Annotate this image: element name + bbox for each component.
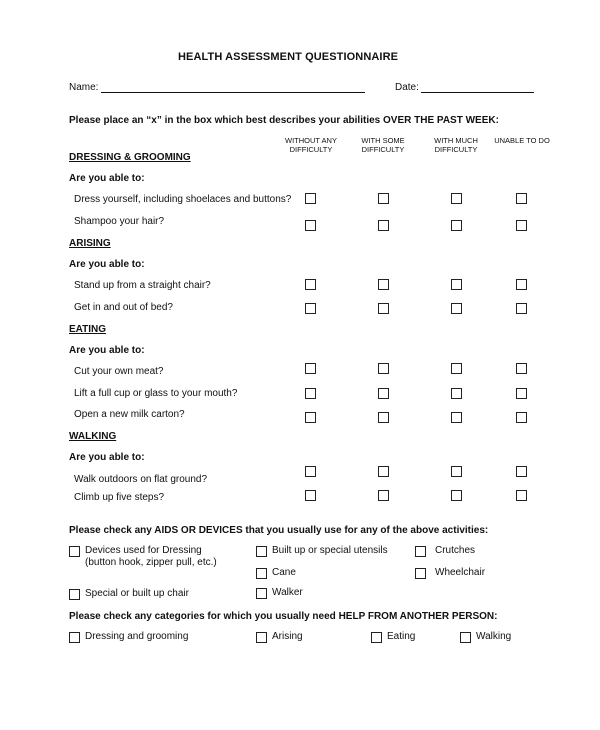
checkbox-without-difficulty[interactable] — [305, 466, 316, 477]
checkbox-without-difficulty[interactable] — [305, 220, 316, 231]
aid-special-chair-checkbox[interactable] — [69, 589, 80, 600]
instructions-text: Please place an “x” in the box which best describes your abilities — [69, 115, 381, 126]
date-label: Date: — [395, 82, 419, 93]
checkbox-some-difficulty[interactable] — [378, 363, 389, 374]
help-prompt-emphasis: HELP FROM ANOTHER PERSON: — [338, 611, 498, 622]
checkbox-much-difficulty[interactable] — [451, 466, 462, 477]
question-climb-steps: Climb up five steps? — [74, 492, 165, 503]
question-walk-outdoors: Walk outdoors on flat ground? — [74, 474, 208, 485]
aid-utensils-label: Built up or special utensils — [272, 545, 388, 556]
checkbox-some-difficulty[interactable] — [378, 466, 389, 477]
name-field[interactable] — [101, 92, 365, 93]
aid-wheelchair-checkbox[interactable] — [415, 568, 426, 579]
checkbox-without-difficulty[interactable] — [305, 388, 316, 399]
checkbox-some-difficulty[interactable] — [378, 220, 389, 231]
page-title: HEALTH ASSESSMENT QUESTIONNAIRE — [178, 51, 399, 63]
checkbox-much-difficulty[interactable] — [451, 412, 462, 423]
checkbox-without-difficulty[interactable] — [305, 363, 316, 374]
aids-prompt — [69, 525, 488, 536]
checkbox-unable[interactable] — [516, 220, 527, 231]
help-arising-checkbox[interactable] — [256, 632, 267, 643]
section-prompt: Are you able to: — [69, 452, 145, 463]
help-eating-checkbox[interactable] — [371, 632, 382, 643]
section-heading-eating: EATING — [69, 324, 107, 335]
section-heading-dressing: DRESSING & GROOMING — [69, 152, 191, 163]
aid-dressing-devices-checkbox[interactable] — [69, 546, 80, 557]
checkbox-much-difficulty[interactable] — [451, 193, 462, 204]
help-dressing-checkbox[interactable] — [69, 632, 80, 643]
checkbox-unable[interactable] — [516, 490, 527, 501]
column-header-no-difficulty: WITHOUT ANY DIFFICULTY — [285, 136, 337, 154]
aid-utensils-checkbox[interactable] — [256, 546, 267, 557]
question-dress: Dress yourself, including shoelaces and buttons? — [74, 194, 292, 205]
column-header-much-difficulty: WITH MUCH DIFFICULTY — [434, 136, 478, 154]
checkbox-some-difficulty[interactable] — [378, 279, 389, 290]
aid-crutches-checkbox[interactable] — [415, 546, 426, 557]
aid-wheelchair-label: Wheelchair — [435, 567, 486, 578]
aid-crutches-label: Crutches — [435, 545, 476, 556]
aid-walker-label: Walker — [272, 587, 303, 598]
section-prompt: Are you able to: — [69, 173, 145, 184]
checkbox-without-difficulty[interactable] — [305, 279, 316, 290]
help-prompt-prefix: Please check any categories for which you usually need — [69, 611, 336, 622]
checkbox-unable[interactable] — [516, 303, 527, 314]
aid-walker-checkbox[interactable] — [256, 588, 267, 599]
section-heading-walking: WALKING — [69, 431, 117, 442]
help-dressing-label: Dressing and grooming — [85, 631, 189, 642]
checkbox-much-difficulty[interactable] — [451, 490, 462, 501]
section-heading-arising: ARISING — [69, 238, 111, 249]
checkbox-unable[interactable] — [516, 193, 527, 204]
aids-prompt-prefix: Please check any — [69, 525, 152, 536]
aid-dressing-devices-detail: (button hook, zipper pull, etc.) — [85, 557, 217, 568]
aid-cane-label: Cane — [272, 567, 296, 578]
checkbox-much-difficulty[interactable] — [451, 363, 462, 374]
aid-dressing-devices-label: Devices used for Dressing — [85, 545, 202, 556]
aid-special-chair-label: Special or built up chair — [85, 588, 189, 599]
question-lift-cup: Lift a full cup or glass to your mouth? — [74, 388, 238, 399]
help-walking-checkbox[interactable] — [460, 632, 471, 643]
name-label: Name: — [69, 82, 99, 93]
checkbox-some-difficulty[interactable] — [378, 412, 389, 423]
checkbox-some-difficulty[interactable] — [378, 388, 389, 399]
checkbox-unable[interactable] — [516, 412, 527, 423]
question-shampoo: Shampoo your hair? — [74, 216, 165, 227]
question-milk-carton: Open a new milk carton? — [74, 409, 185, 420]
checkbox-some-difficulty[interactable] — [378, 193, 389, 204]
section-prompt: Are you able to: — [69, 259, 145, 270]
question-bed: Get in and out of bed? — [74, 302, 173, 313]
question-stand-up: Stand up from a straight chair? — [74, 280, 211, 291]
checkbox-unable[interactable] — [516, 279, 527, 290]
checkbox-without-difficulty[interactable] — [305, 490, 316, 501]
help-arising-label: Arising — [272, 631, 303, 642]
instructions-emphasis: OVER THE PAST WEEK: — [383, 115, 499, 126]
checkbox-without-difficulty[interactable] — [305, 303, 316, 314]
checkbox-much-difficulty[interactable] — [451, 303, 462, 314]
column-header-some-difficulty: WITH SOME DIFFICULTY — [361, 136, 405, 154]
aid-cane-checkbox[interactable] — [256, 568, 267, 579]
aids-prompt-suffix: that you usually use for any of the above activities: — [245, 525, 489, 536]
checkbox-without-difficulty[interactable] — [305, 193, 316, 204]
checkbox-unable[interactable] — [516, 388, 527, 399]
checkbox-much-difficulty[interactable] — [451, 388, 462, 399]
checkbox-without-difficulty[interactable] — [305, 412, 316, 423]
help-eating-label: Eating — [387, 631, 416, 642]
checkbox-unable[interactable] — [516, 466, 527, 477]
column-header-unable: UNABLE TO DO — [494, 136, 550, 145]
checkbox-much-difficulty[interactable] — [451, 279, 462, 290]
instructions — [69, 115, 499, 126]
question-cut-meat: Cut your own meat? — [74, 366, 164, 377]
date-field[interactable] — [421, 92, 534, 93]
checkbox-some-difficulty[interactable] — [378, 303, 389, 314]
checkbox-some-difficulty[interactable] — [378, 490, 389, 501]
checkbox-unable[interactable] — [516, 363, 527, 374]
aids-prompt-emphasis: AIDS OR DEVICES — [154, 525, 243, 536]
help-walking-label: Walking — [476, 631, 512, 642]
help-prompt — [69, 611, 497, 622]
checkbox-much-difficulty[interactable] — [451, 220, 462, 231]
section-prompt: Are you able to: — [69, 345, 145, 356]
